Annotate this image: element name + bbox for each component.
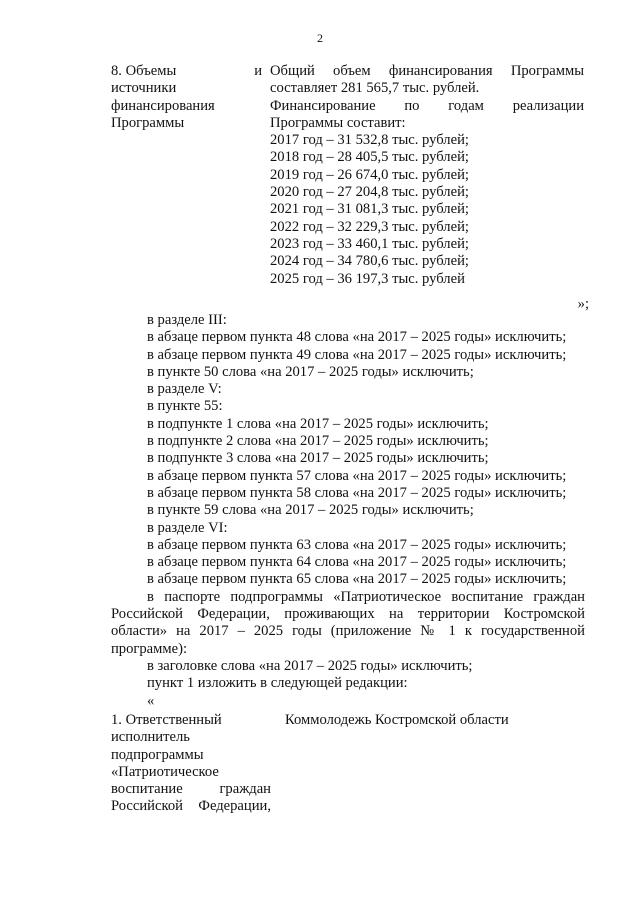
word: годы bbox=[292, 623, 322, 640]
word: Финансирование bbox=[270, 97, 376, 114]
word: граждан bbox=[533, 588, 585, 605]
amendment-line: в абзаце первом пункта 57 слова «на 2017 – 2025 годы» исключить; bbox=[147, 467, 567, 484]
word: по bbox=[404, 97, 420, 114]
word: 1 bbox=[448, 623, 456, 640]
word: подпрограммы bbox=[230, 588, 323, 605]
opening-quote: « bbox=[147, 692, 155, 709]
amendment-line: в подпункте 2 слова «на 2017 – 2025 годы» исключить; bbox=[147, 433, 489, 450]
amendment-line: в подпункте 1 слова «на 2017 – 2025 годы» исключить; bbox=[147, 415, 489, 432]
label-line: 8. Объемы bbox=[111, 63, 177, 79]
amendment-line: в разделе VI: bbox=[147, 519, 228, 536]
label-line: «Патриотическое bbox=[111, 763, 219, 780]
word: № bbox=[420, 623, 440, 640]
word: Федерации, bbox=[197, 606, 270, 623]
amendment-line: в разделе III: bbox=[147, 312, 227, 328]
amendment-line: в абзаце первом пункта 63 слова «на 2017 – 2025 годы» исключить; bbox=[147, 536, 567, 553]
label-line: исполнитель bbox=[111, 729, 190, 746]
word: (приложение bbox=[330, 623, 412, 640]
amendment-line: в разделе V: bbox=[147, 381, 222, 398]
amendment-line: в абзаце первом пункта 48 слова «на 2017 – 2025 годы» исключить; bbox=[147, 329, 567, 346]
word: Общий bbox=[270, 63, 315, 79]
year-line: 2025 год – 36 197,3 тыс. рублей bbox=[270, 270, 465, 287]
word: «Патриотическое bbox=[333, 588, 442, 605]
word: объем bbox=[333, 63, 371, 79]
value-line: составляет 281 565,7 тыс. рублей. bbox=[270, 80, 480, 97]
financing-passport-table bbox=[111, 63, 584, 288]
passport-row-8-value bbox=[270, 63, 584, 288]
amendment-line: в абзаце первом пункта 64 слова «на 2017 – 2025 годы» исключить; bbox=[147, 554, 567, 571]
word: Федерации, bbox=[198, 798, 271, 815]
year-line: 2018 год – 28 405,5 тыс. рублей; bbox=[270, 149, 469, 166]
word: Российской bbox=[111, 606, 183, 623]
word: проживающих bbox=[284, 606, 375, 623]
passport-paragraph-line bbox=[111, 623, 585, 640]
word: к bbox=[464, 623, 472, 640]
amendment-line: в пункте 50 слова «на 2017 – 2025 годы» исключить; bbox=[147, 363, 474, 380]
word: 2025 bbox=[253, 623, 284, 640]
word: воспитание bbox=[111, 781, 183, 798]
year-line: 2017 год – 31 532,8 тыс. рублей; bbox=[270, 132, 469, 149]
word: годам bbox=[448, 97, 484, 114]
word: 2017 bbox=[199, 623, 229, 640]
value-line-justified bbox=[270, 98, 584, 115]
word: на bbox=[389, 606, 404, 623]
closing-quote: »; bbox=[577, 296, 589, 312]
year-line: 2023 год – 33 460,1 тыс. рублей; bbox=[270, 235, 469, 252]
year-line: 2019 год – 26 674,0 тыс. рублей; bbox=[270, 166, 469, 183]
word: на bbox=[176, 623, 191, 640]
passport-row-8-label bbox=[111, 63, 262, 288]
label-line-justified bbox=[111, 781, 271, 798]
subprogram-passport-table bbox=[111, 712, 585, 816]
amendment-line: в абзаце первом пункта 49 слова «на 2017 – 2025 годы» исключить; bbox=[147, 346, 567, 363]
label-line: 1. Ответственный bbox=[111, 712, 222, 728]
value-line: Программы составит: bbox=[270, 114, 406, 131]
passport-paragraph-line bbox=[111, 589, 585, 606]
word: в bbox=[147, 588, 154, 605]
label-line: источники bbox=[111, 80, 177, 97]
value-line-justified bbox=[270, 63, 584, 80]
amendment-line: в абзаце первом пункта 65 слова «на 2017 – 2025 годы» исключить; bbox=[147, 571, 567, 588]
word: области» bbox=[111, 623, 168, 640]
amendment-line: в пункте 55: bbox=[147, 398, 223, 415]
year-line: 2022 год – 32 229,3 тыс. рублей; bbox=[270, 218, 469, 235]
word: паспорте bbox=[164, 588, 221, 605]
word: Костромской bbox=[503, 606, 585, 623]
amendments-list bbox=[111, 312, 585, 710]
amendment-line: пункт 1 изложить в следующей редакции: bbox=[147, 675, 408, 692]
word: Российской bbox=[111, 798, 183, 815]
amendment-line: в абзаце первом пункта 58 слова «на 2017 – 2025 годы» исключить; bbox=[147, 484, 567, 501]
word: государственной bbox=[480, 623, 585, 640]
label-line-justified bbox=[111, 798, 271, 815]
passport-paragraph-line bbox=[111, 606, 585, 623]
year-line: 2024 год – 34 780,6 тыс. рублей; bbox=[270, 253, 469, 270]
amendment-line: в пункте 59 слова «на 2017 – 2025 годы» исключить; bbox=[147, 502, 474, 519]
amendment-line: в заголовке слова «на 2017 – 2025 годы» исключить; bbox=[147, 657, 473, 674]
subprogram-row-1-value: Коммолодежь Костромской области bbox=[285, 712, 509, 728]
passport-paragraph-line: программе): bbox=[111, 640, 188, 657]
page-number: 2 bbox=[317, 31, 323, 45]
year-line: 2021 год – 31 081,3 тыс. рублей; bbox=[270, 201, 469, 218]
label-conjunction: и bbox=[254, 63, 262, 79]
word: Программы bbox=[510, 63, 584, 79]
word: финансирования bbox=[388, 63, 493, 79]
word: воспитание bbox=[451, 588, 524, 605]
word: – bbox=[237, 623, 245, 640]
amendment-line: в подпункте 3 слова «на 2017 – 2025 годы» исключить; bbox=[147, 450, 489, 467]
label-line: Программы bbox=[111, 114, 185, 131]
word: территории bbox=[417, 606, 490, 623]
word: граждан bbox=[219, 781, 271, 798]
passport-row-8 bbox=[111, 63, 584, 288]
subprogram-row-1-label bbox=[111, 712, 271, 816]
year-line: 2020 год – 27 204,8 тыс. рублей; bbox=[270, 184, 469, 201]
label-line: финансирования bbox=[111, 97, 215, 114]
word: реализации bbox=[512, 97, 585, 114]
label-line: подпрограммы bbox=[111, 746, 204, 763]
